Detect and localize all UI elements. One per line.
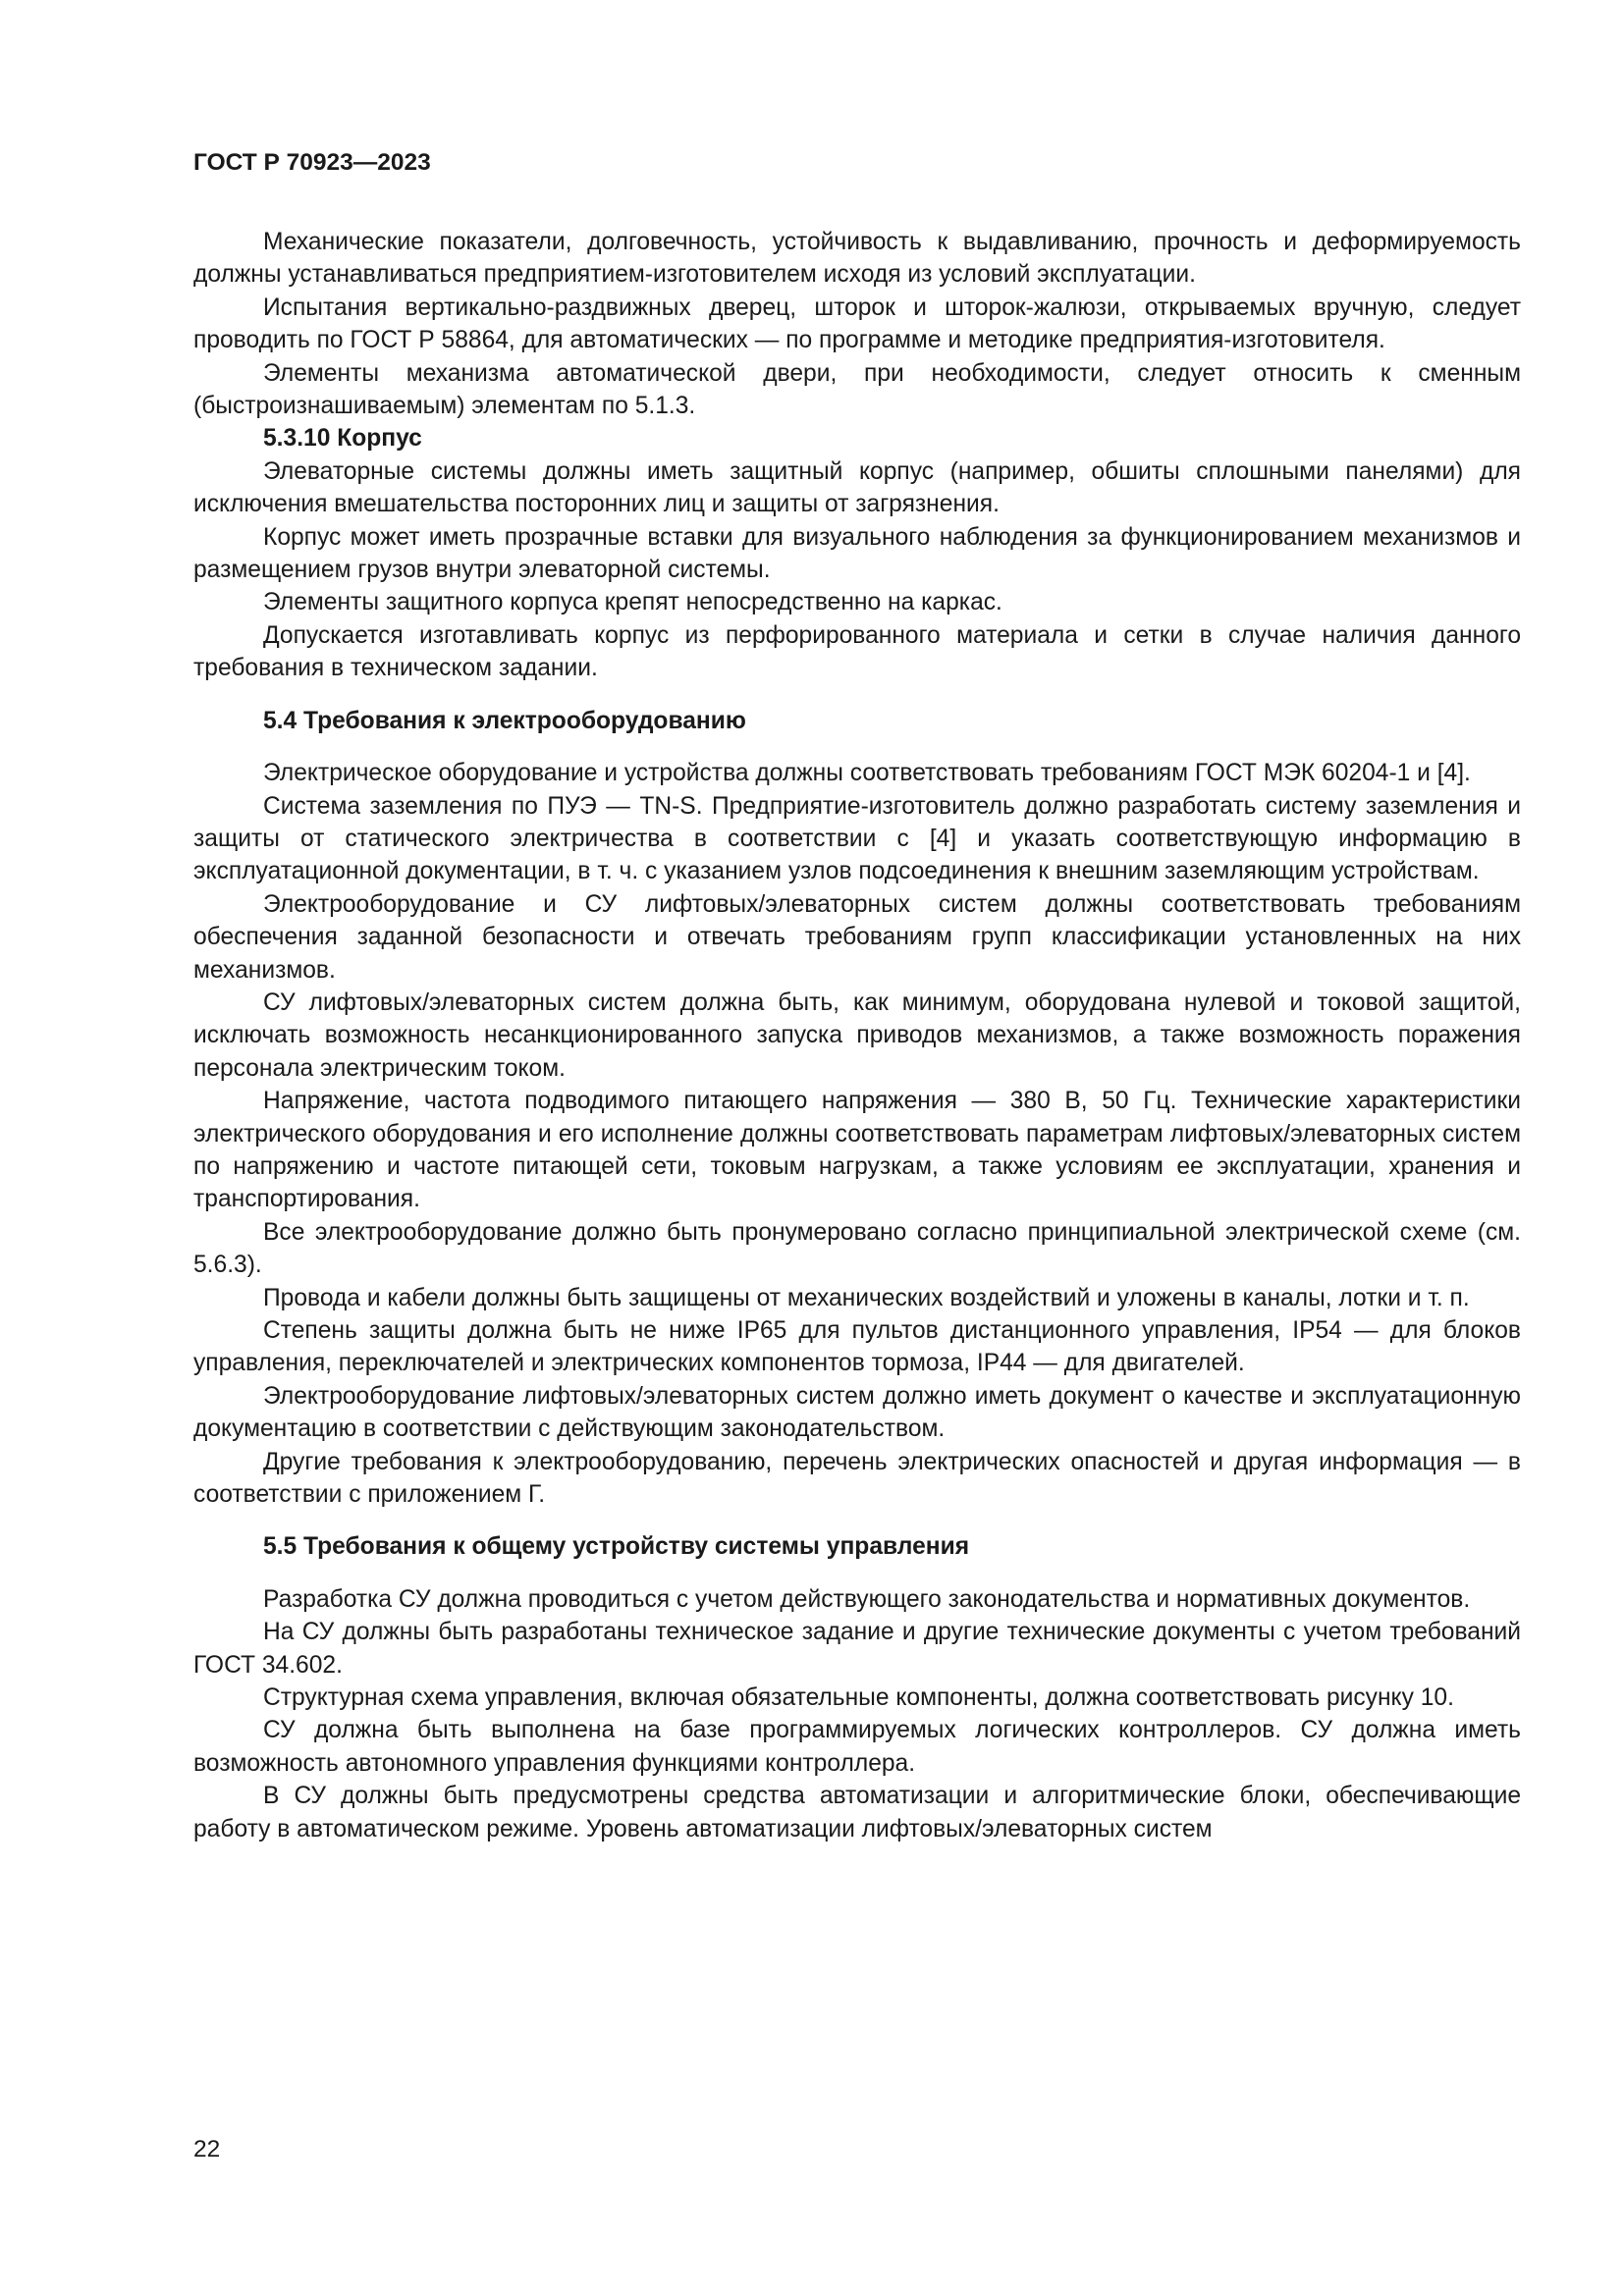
paragraph: На СУ должны быть разработаны техническое задание и другие технические документы с учетом требований ГОСТ 34.602. [193,1619,1521,1679]
paragraph: Все электрооборудование должно быть пронумеровано согласно принципиальной электрической схеме (см. 5.6.3). [193,1218,1521,1279]
section-heading-5-5: 5.5 Требования к общему устройству системы управления [263,1533,970,1561]
paragraph: Корпус может иметь прозрачные вставки для визуального наблюдения за функционированием механизмов и размещением грузов внутри элеваторной системы. [193,523,1521,584]
document-body [193,226,1521,1845]
paragraph: Допускается изготавливать корпус из перфорированного материала и сетки в случае наличия данного требования в техническом задании. [193,621,1521,682]
paragraph: Провода и кабели должны быть защищены от механических воздействий и уложены в каналы, лотки и т. п. [263,1284,1470,1311]
paragraph: Система заземления по ПУЭ — TN-S. Предприятие-изготовитель должно разработать систему заземления и защиты от статического электричества в соответствии с [4] и указать соответствующую информацию в эксплуатационной документации, в т. ч. с указанием узлов подсоединения к внешним заземляющим устройствам. [193,792,1521,885]
subsection-heading-5-3-10: 5.3.10 Корпус [263,425,422,453]
paragraph: СУ лифтовых/элеваторных систем должна быть, как минимум, оборудована нулевой и токовой защитой, исключать возможность несанкционированного запуска приводов механизмов, а также возможность поражения персонала электрическим током. [193,988,1521,1082]
paragraph: Электрооборудование лифтовых/элеваторных систем должно иметь документ о качестве и эксплуатационную документацию в соответствии с действующим законодательством. [193,1382,1521,1443]
paragraph: Напряжение, частота подводимого питающего напряжения — 380 В, 50 Гц. Технические характеристики электрического оборудования и его исполнение должны соответствовать параметрам лифтовых/элеваторных систем по напряжению и частоте питающей сети, токовым нагрузкам, а также условиям ее эксплуатации, хранения и транспортирования. [193,1088,1521,1213]
paragraph: Механические показатели, долговечность, устойчивость к выдавливанию, прочность и деформируемость должны устанавливаться предприятием-изготовителем исходя из условий эксплуатации. [193,229,1521,289]
paragraph: В СУ должны быть предусмотрены средства автоматизации и алгоритмические блоки, обеспечивающие работу в автоматическом режиме. Уровень автоматизации лифтовых/элеваторных систем [193,1783,1521,1842]
page-number: 22 [193,2136,221,2163]
section-heading-5-4: 5.4 Требования к электрооборудованию [263,707,746,734]
paragraph: Разработка СУ должна проводиться с учетом действующего законодательства и нормативных документов. [263,1585,1471,1613]
paragraph: Элеваторные системы должны иметь защитный корпус (например, обшиты сплошными панелями) для исключения вмешательства посторонних лиц и защиты от загрязнения. [193,457,1521,518]
paragraph: СУ должна быть выполнена на базе программируемых логических контроллеров. СУ должна иметь возможность автономного управления функциями контроллера. [193,1717,1521,1777]
paragraph: Структурная схема управления, включая обязательные компоненты, должна соответствовать рисунку 10. [263,1684,1454,1712]
paragraph: Испытания вертикально-раздвижных дверец, шторок и шторок-жалюзи, открываемых вручную, следует проводить по ГОСТ Р 58864, для автоматических — по программе и методике предприятия-изготовителя. [193,294,1521,354]
paragraph: Электрическое оборудование и устройства должны соответствовать требованиям ГОСТ МЭК 60204-1 и [4]. [263,760,1471,787]
paragraph: Другие требования к электрооборудованию, перечень электрических опасностей и другая информация — в соответствии с приложением Г. [193,1448,1521,1509]
document-header: ГОСТ Р 70923—2023 [193,149,431,176]
paragraph: Степень защиты должна быть не ниже IP65 для пультов дистанционного управления, IP54 — для блоков управления, переключателей и электрических компонентов тормоза, IP44 — для двигателей. [193,1317,1521,1377]
paragraph: Элементы механизма автоматической двери, при необходимости, следует относить к сменным (быстроизнашиваемым) элементам по 5.1.3. [193,359,1521,420]
paragraph: Элементы защитного корпуса крепят непосредственно на каркас. [263,589,1002,616]
paragraph: Электрооборудование и СУ лифтовых/элеваторных систем должны соответствовать требованиям обеспечения заданной безопасности и отвечать требованиям групп классификации установленных на них механизмов. [193,890,1521,984]
